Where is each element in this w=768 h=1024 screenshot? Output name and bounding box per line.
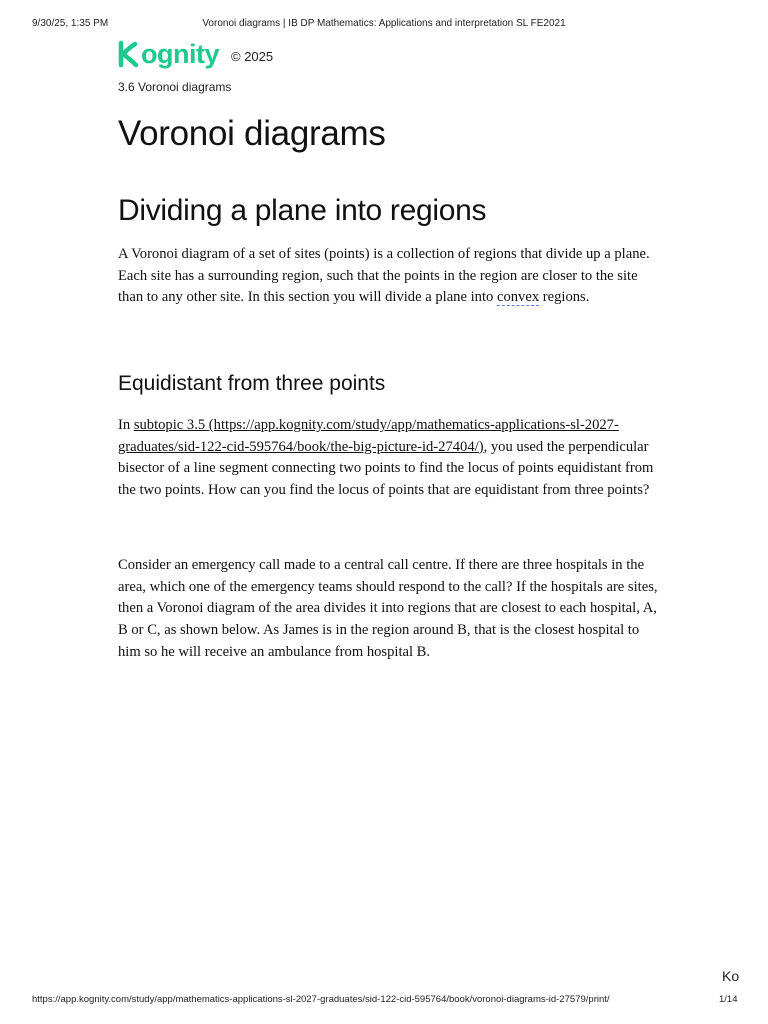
paragraph-suffix: , you used the perpendicular bisector of a line segment connecting two points to find the locus of points equidistant from the two points. How can you find the locus of points that are equidistant from three points? — [118, 438, 654, 499]
paragraph-prefix: In — [118, 417, 134, 433]
print-page-title: Voronoi diagrams | IB DP Mathematics: Applications and interpretation SL FE2021 — [202, 18, 566, 29]
kognity-k-icon — [118, 40, 140, 68]
glossary-term-convex[interactable]: convex — [496, 289, 540, 306]
intro-text-end: regions. — [539, 289, 590, 306]
brand-row — [118, 34, 273, 74]
section-title: Dividing a plane into regions — [118, 194, 487, 227]
subtopic-link[interactable]: subtopic 3.5 (https://app.kognity.com/study/app/mathematics-applications-sl-2027-graduates/sid-122-cid-595764/book/the-big-picture-id-27404/) — [118, 417, 619, 455]
print-footer-url: https://app.kognity.com/study/app/mathematics-applications-sl-2027-graduates/sid-122-cid-595764/book/voronoi-diagrams-id-27579/print/ — [32, 994, 610, 1005]
print-header — [0, 18, 768, 34]
footer-brand: Ko — [722, 968, 740, 984]
kognity-logo[interactable] — [118, 39, 219, 70]
logo-wordmark: ognity — [141, 38, 219, 69]
copyright: © 2025 — [231, 48, 274, 64]
subsection-title: Equidistant from three points — [118, 372, 386, 395]
print-datetime: 9/30/25, 1:35 PM — [32, 18, 109, 29]
intro-text: A Voronoi diagram of a set of sites (points) is a collection of regions that divide up a plane. Each site has a surrounding region, such that the points in the region are closer to the site than to any other site. In this section you will divide a plane into — [118, 246, 650, 306]
intro-paragraph — [118, 244, 658, 309]
paragraph-emergency-call: Consider an emergency call made to a central call centre. If there are three hospitals in the area, which one of the emergency teams should respond to the call? If the hospitals are sites, then a Voronoi diagram of the area divides it into regions that are closest to each hospital, A, B or C, as shown below. As James is in the region around B, that is the closest hospital to him so he will receive an ambulance from hospital B. — [118, 557, 658, 660]
print-page-number: 1/14 — [719, 994, 738, 1005]
paragraph-equidistant — [118, 415, 658, 502]
breadcrumb[interactable]: 3.6 Voronoi diagrams — [118, 80, 232, 94]
page-title: Voronoi diagrams — [118, 114, 386, 153]
